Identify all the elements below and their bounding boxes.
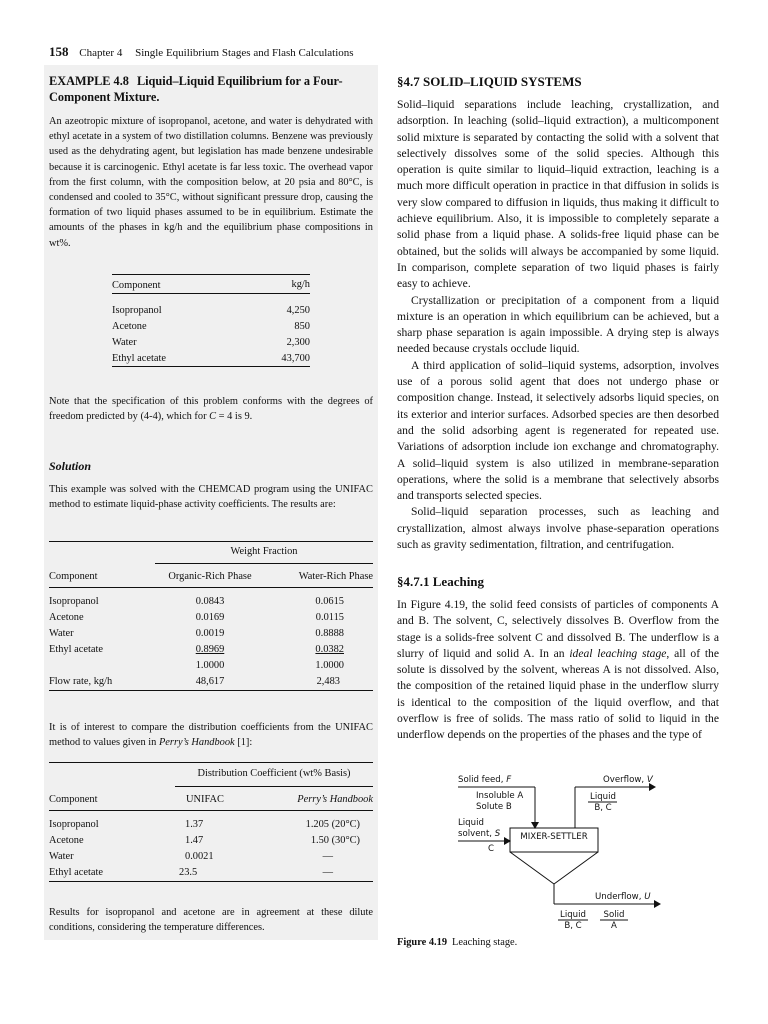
- table-row: Acetone 0.0169 0.0115: [49, 612, 344, 623]
- example-note: Note that the specification of this problem conforms with the degrees of freedom predicted by (4-4), which for C = 4 is 9.: [49, 396, 373, 423]
- mixer-settler-label: MIXER-SETTLER: [520, 832, 588, 842]
- subsection-heading: §4.7.1 Leaching: [397, 574, 485, 589]
- feed-components: Insoluble A Solute B: [476, 791, 524, 812]
- conclusion-text: Results for isopropanol and acetone are in agreement at these dilute conditions, considering the temperature differences.: [49, 907, 373, 934]
- feed-header-kgh: kg/h: [291, 278, 310, 290]
- dist-header-perry: Perry’s Handbook: [297, 794, 373, 806]
- table-row: Water 0.0019 0.8888: [49, 628, 344, 639]
- table-row: Water 2,300: [112, 336, 310, 348]
- example-heading: Liquid–Liquid Equilibrium for a Four-Component Mixture.: [49, 74, 343, 104]
- subsection-body: [397, 597, 719, 744]
- weight-fraction-header: Weight Fraction: [230, 546, 298, 557]
- rule: [49, 541, 373, 542]
- dist-header-unifac: UNIFAC: [186, 794, 224, 806]
- solution-text: This example was solved with the CHEMCAD program using the UNIFAC method to estimate liquid-phase activity coefficients. The results are:: [49, 484, 373, 511]
- solvent-component: C: [488, 844, 495, 854]
- table-row: Flow rate, kg/h 48,617 2,483: [49, 676, 340, 687]
- example-number: EXAMPLE 4.8: [49, 74, 129, 88]
- page-number: 158: [49, 44, 69, 59]
- paragraph: Crystallization or precipitation of a component from a liquid mixture is an operation in which equilibrium can be achieved, but a sharp phase separation is again impossible. A drying step is always needed because crystals occlude liquid.: [397, 293, 719, 356]
- running-head: [49, 44, 354, 60]
- overflow-label: Overflow, V: [603, 775, 653, 785]
- results-table: [49, 567, 373, 695]
- paragraph: In Figure 4.19, the solid feed consists of particles of components A and B. The solvent, C, selectively dissolves B. Overflow from the stage is a solids-free solvent C and dissolved B. The underflow is a slurry of liquid and solid A. In an ideal leaching stage, all of the solute is dissolved by the solvent, whereas A is not dissolved. Also, the composition of the retained liquid phase in the underflow slurry is identical to the composition of the liquid overflow, and that overflow is free of solids. The mass ratio of solid to liquid in the underflow depends on the properties of the phases and the type of: [397, 598, 719, 742]
- distribution-header: Distribution Coefficient (wt% Basis): [197, 768, 351, 779]
- feed-header-component: Component: [112, 279, 161, 291]
- section-body: [397, 97, 719, 553]
- underflow-liquid: Liquid B, C: [560, 910, 586, 931]
- chapter-label: Chapter 4: [79, 47, 123, 59]
- leaching-stage-figure: [440, 772, 680, 942]
- solution-heading: Solution: [49, 459, 92, 473]
- table-row: Isopropanol 4,250: [112, 304, 310, 316]
- table-row: Acetone 850: [112, 320, 310, 332]
- table-row: Isopropanol 0.0843 0.0615: [49, 596, 344, 607]
- solid-feed-label: Solid feed, F: [458, 775, 512, 785]
- table-row: 1.0000 1.0000: [195, 660, 344, 671]
- feed-table: [112, 274, 310, 371]
- paragraph: Solid–liquid separation processes, such as leaching and crystallization, almost always involve phase-separation operations such as gravity sedimentation, filtration, and centrifugation.: [397, 505, 719, 552]
- table-row: Ethyl acetate 43,700: [112, 352, 310, 364]
- paragraph: A third application of solid–liquid systems, adsorption, involves use of a porous solid agent that does not undergo phase or composition change. Instead, it selectively adsorbs liquid species, on its exterior and interior surfaces. Adsorbed species are then desorbed and the solid adsorbing agent is regenerated for repeated use. Variations of adsorption include ion exchange and chromatography. A solid–liquid system is also utilized in membrane-separation operations, where the solid is a membrane that selectively absorbs and transports selected species.: [397, 358, 719, 503]
- overflow-components: Liquid B, C: [590, 792, 616, 813]
- section-heading: §4.7 SOLID–LIQUID SYSTEMS: [397, 74, 582, 89]
- underflow-solid: Solid A: [603, 910, 625, 931]
- paragraph: Solid–liquid separations include leaching, crystallization, and adsorption. In leaching (solid–liquid extraction), a multicomponent solid mixture is separated by contacting the solid with a solvent that selectively dissolves some of the solid species. Although this operation is quite similar to liquid–liquid extraction, leaching is a much more difficult operation in practice in that diffusion in solids is very slow compared to diffusion in liquids, thus making it difficult to achieve equilibrium. Also, it is impossible to completely separate a solid phase from a liquid phase. A solids-free liquid phase can be obtained, but the solids will always be accompanied by some liquid. In comparison, complete separation of two liquid phases is fairly easy to achieve.: [397, 98, 719, 291]
- results-header-component: Component: [49, 571, 98, 583]
- rule: [175, 786, 373, 787]
- dist-header-component: Component: [49, 794, 98, 806]
- chapter-title: Single Equilibrium Stages and Flash Calculations: [135, 47, 354, 59]
- underflow-label: Underflow, U: [595, 892, 651, 902]
- solvent-label: Liquid solvent, S: [458, 818, 501, 839]
- rule: [155, 563, 373, 564]
- figure-caption: Figure 4.19 Leaching stage.: [397, 937, 518, 948]
- table-row: Acetone 1.47 1.50 (30°C): [49, 835, 360, 846]
- example-title: [49, 73, 349, 105]
- compare-text: It is of interest to compare the distribution coefficients from the UNIFAC method to values given in Perry’s Handbook [1]:: [49, 722, 373, 749]
- table-row: Isopropanol 1.37 1.205 (20°C): [49, 819, 360, 830]
- table-row: Ethyl acetate 23.5 —: [49, 867, 333, 878]
- table-row: Ethyl acetate 0.8969 0.0382: [49, 644, 344, 655]
- results-header-water: Water-Rich Phase: [298, 571, 373, 583]
- results-header-organic: Organic-Rich Phase: [168, 571, 252, 583]
- rule: [49, 762, 373, 763]
- table-row: Water 0.0021 —: [49, 851, 333, 862]
- distribution-table: [49, 790, 373, 886]
- example-intro: An azeotropic mixture of isopropanol, acetone, and water is dehydrated with ethyl acetate in a system of two distillation columns. Benzene was previously used as the dehydrating agent, but legislation has made benzene undesirable because it is carcinogenic. Ethyl acetate is far less toxic. The overhead vapor from the first column, with the composition below, at 20 psia and 80°C, is condensed and cooled to 35°C, without significant pressure drop, causing the formation of two liquid phases assumed to be in equilibrium. Estimate the amounts of the phases in kg/h and the equilibrium phase compositions in wt%.: [49, 116, 373, 249]
